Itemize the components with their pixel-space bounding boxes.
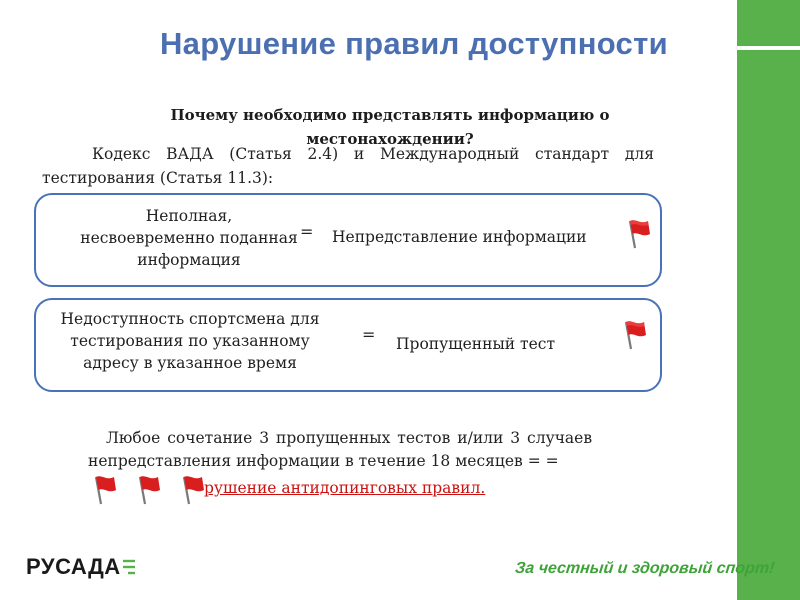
conclusion-text <box>88 427 648 473</box>
red-flag-icon <box>624 217 654 251</box>
rule-result: Непредставление информации <box>332 228 587 246</box>
rule-box-missed-test <box>34 298 662 392</box>
conclusion-line: Любое сочетание 3 пропущенных тестов и/или 3 случаев <box>106 429 593 447</box>
logo-text: РУСАДА <box>26 554 121 579</box>
red-flag-icon <box>620 318 650 352</box>
red-flag-icon <box>90 473 120 507</box>
rule-box-filing-failure <box>34 193 662 287</box>
rusada-logo <box>26 554 136 580</box>
slogan: За честный и здоровый спорт! <box>514 560 776 577</box>
rule-result: Пропущенный тест <box>396 335 556 353</box>
side-stripe-top <box>737 0 800 46</box>
logo-mark-icon <box>122 559 136 575</box>
conclusion-line: непредставления информации в течение 18 месяцев = = <box>88 452 559 470</box>
question-heading: Почему необходимо представлять информацию о местонахождении? <box>170 106 610 148</box>
equals-sign: = <box>300 222 314 241</box>
rule-condition: Недоступность спортсмена для тестирования по указанному адресу в указанное время <box>60 310 320 372</box>
red-flag-icon <box>134 473 164 507</box>
page-title: Нарушение правил доступности <box>160 26 668 61</box>
side-stripe <box>737 50 800 600</box>
violation-text: рушение антидопинговых правил. <box>204 479 486 497</box>
rule-condition: Неполная, несвоевременно поданная информация <box>80 207 298 269</box>
equals-sign: = <box>362 325 376 344</box>
intro-text: Кодекс ВАДА (Статья 2.4) и Международный стандарт для тестирования (Статья 11.3): <box>42 145 654 187</box>
